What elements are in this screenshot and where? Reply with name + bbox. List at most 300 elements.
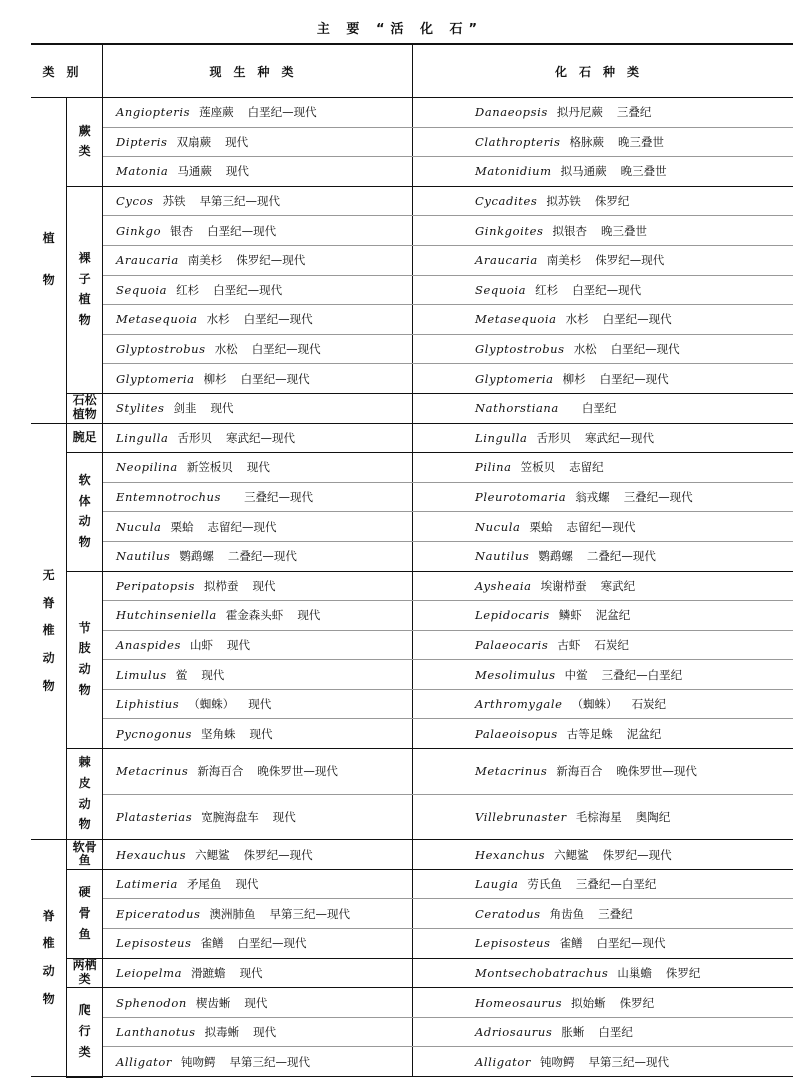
fossil-species-cell: [413, 988, 794, 1018]
table-row: [31, 393, 793, 423]
subgroup-label: 硬 骨 鱼: [78, 885, 91, 941]
living-species-cell: [103, 630, 413, 660]
living-species-cell: [103, 749, 413, 795]
subgroup-label: 爬 行 类: [78, 1003, 91, 1059]
table-row: [31, 453, 793, 483]
fossil-species-cell: [413, 689, 794, 719]
fossil-species-cell: [413, 216, 794, 246]
fossil-chinese-name: 毛棕海星: [575, 809, 622, 824]
fossil-chinese-name: 胀蜥: [561, 1025, 585, 1040]
subgroup-label: 裸 子 植 物: [78, 250, 91, 328]
group-cell: [31, 423, 67, 840]
living-latin-name: Limulus: [116, 667, 167, 682]
fossil-latin-name: Metacrinus: [475, 764, 548, 779]
group-label: 植 物: [42, 231, 55, 288]
living-species-cell: [103, 305, 413, 335]
fossil-chinese-name: 水松: [573, 342, 597, 357]
living-latin-name: Leiopelma: [116, 965, 183, 980]
fossil-chinese-name: 古虾: [557, 637, 581, 652]
fossil-latin-name: Palaeoisopus: [475, 726, 558, 741]
living-latin-name: Ginkgo: [116, 223, 162, 238]
fossil-chinese-name: 中鲎: [564, 667, 588, 682]
living-era: 侏罗纪—现代: [236, 253, 306, 268]
fossil-species-cell: [413, 899, 794, 929]
living-latin-name: Lepisosteus: [116, 936, 192, 951]
fossil-latin-name: Lingulla: [475, 430, 528, 445]
fossil-latin-name: Metasequoia: [475, 312, 557, 327]
header-living: 现生种类: [103, 44, 413, 98]
fossil-species-cell: [413, 482, 794, 512]
table-row: [31, 988, 793, 1018]
group-label: 无 脊 椎 动 物: [42, 567, 55, 694]
living-species-cell: [103, 98, 413, 128]
living-chinese-name: 楔齿蜥: [195, 995, 231, 1010]
fossil-era: 白垩纪—现代: [602, 312, 672, 327]
living-era: 白垩纪—现代: [207, 223, 277, 238]
fossil-latin-name: Pleurotomaria: [475, 490, 567, 505]
fossil-era: 侏罗纪: [619, 995, 655, 1010]
living-species-cell: [103, 899, 413, 929]
table-row: [31, 186, 793, 216]
table-row: [31, 571, 793, 601]
subgroup-label: 棘 皮 动 物: [78, 755, 91, 832]
living-chinese-name: 澳洲肺鱼: [209, 906, 256, 921]
living-latin-name: Anaspides: [116, 637, 181, 652]
living-species-cell: [103, 840, 413, 870]
living-latin-name: Pycnogonus: [116, 726, 193, 741]
fossil-species-cell: [413, 840, 794, 870]
living-chinese-name: 宽腕海盘车: [201, 809, 259, 824]
fossil-latin-name: Sequoia: [475, 282, 527, 297]
living-era: 现代: [252, 578, 276, 593]
living-era: 早第三纪—现代: [269, 906, 350, 921]
fossil-latin-name: Cycadites: [475, 194, 538, 209]
living-latin-name: Araucaria: [116, 253, 179, 268]
living-latin-name: Metasequoia: [116, 312, 198, 327]
fossil-era: 石炭纪: [594, 637, 629, 652]
table-row: [31, 749, 793, 795]
fossil-chinese-name: 柳杉: [562, 371, 586, 386]
fossil-era: 白垩纪: [598, 1025, 633, 1040]
fossil-chinese-name: 南美杉: [546, 253, 582, 268]
living-species-cell: [103, 423, 413, 453]
table-row: [31, 127, 793, 157]
fossil-species-cell: [413, 794, 794, 840]
living-species-cell: [103, 869, 413, 899]
fossil-chinese-name: 栗蛤: [529, 519, 553, 534]
table-row: [31, 364, 793, 394]
table-title: 主 要 “活 化 石”: [316, 22, 484, 37]
living-latin-name: Platasterias: [116, 809, 193, 824]
fossil-latin-name: Hexanchus: [475, 847, 546, 862]
table-body: [31, 98, 793, 1077]
living-era: 侏罗纪—现代: [243, 847, 313, 862]
subgroup-label: 软 体 动 物: [78, 472, 91, 550]
living-latin-name: Lingulla: [116, 430, 169, 445]
living-latin-name: Alligator: [116, 1054, 172, 1069]
fossil-chinese-name: 古等足蛛: [566, 726, 613, 741]
table-row: [31, 482, 793, 512]
living-species-cell: [103, 794, 413, 840]
living-species-cell: [103, 1017, 413, 1047]
fossil-species-cell: [413, 423, 794, 453]
subgroup-cell: [67, 869, 103, 958]
living-chinese-name: 新笠板贝: [186, 460, 233, 475]
living-chinese-name: 拟栉蚕: [204, 578, 239, 593]
fossil-species-cell: [413, 334, 794, 364]
fossil-era: 泥盆纪: [595, 608, 631, 623]
fossil-era: 三叠纪: [616, 105, 652, 120]
living-latin-name: Entemnotrochus: [116, 490, 222, 505]
subgroup-cell: [67, 186, 103, 393]
living-chinese-name: 矛尾鱼: [186, 877, 222, 892]
living-era: 现代: [253, 1025, 277, 1040]
living-latin-name: Nautilus: [116, 549, 171, 564]
living-chinese-name: （蜘蛛）: [188, 697, 235, 712]
fossil-era: 志留纪—现代: [566, 519, 636, 534]
fossil-latin-name: Arthromygale: [475, 697, 563, 712]
fossil-chinese-name: 山巢蟾: [617, 965, 652, 980]
subgroup-label: 节 肢 动 物: [78, 620, 91, 698]
fossil-latin-name: Adriosaurus: [475, 1025, 553, 1040]
living-species-cell: [103, 216, 413, 246]
living-chinese-name: 霍金森头虾: [225, 608, 284, 623]
table-row: [31, 689, 793, 719]
fossil-chinese-name: 雀鳝: [559, 936, 583, 951]
fossil-species-cell: [413, 245, 794, 275]
table-row: [31, 794, 793, 840]
living-latin-name: Neopilina: [116, 460, 178, 475]
fossil-chinese-name: 笠板贝: [520, 460, 556, 475]
subgroup-label: 石松 植物: [72, 393, 97, 422]
living-species-cell: [103, 512, 413, 542]
fossil-species-cell: [413, 958, 794, 988]
living-chinese-name: 柳杉: [203, 371, 227, 386]
living-chinese-name: 雀鳝: [200, 936, 224, 951]
living-species-cell: [103, 541, 413, 571]
fossil-chinese-name: 舌形贝: [536, 430, 572, 445]
living-chinese-name: 莲座蕨: [199, 105, 234, 120]
table-row: [31, 630, 793, 660]
fossil-era: 白垩纪—现代: [599, 371, 669, 386]
fossil-era: 志留纪: [569, 460, 604, 475]
living-era: 早第三纪—现代: [199, 194, 281, 209]
living-chinese-name: 鹦鹉螺: [179, 549, 214, 564]
fossil-era: 奥陶纪: [635, 809, 671, 824]
living-era: 志留纪—现代: [207, 519, 277, 534]
subgroup-label: 两栖 类: [72, 958, 97, 986]
living-era: 现代: [201, 667, 225, 682]
living-latin-name: Metacrinus: [116, 764, 189, 779]
fossil-species-cell: [413, 749, 794, 795]
living-species-cell: [103, 127, 413, 157]
subgroup-cell: [67, 840, 103, 870]
living-era: 白垩纪—现代: [251, 342, 321, 357]
fossil-chinese-name: 水杉: [565, 312, 589, 327]
living-latin-name: Matonia: [116, 164, 169, 179]
living-chinese-name: 拟毒蜥: [204, 1025, 240, 1040]
table-row: [31, 541, 793, 571]
table-row: [31, 157, 793, 187]
fossil-era: 寒武纪—现代: [585, 430, 655, 445]
fossil-species-cell: [413, 869, 794, 899]
fossil-species-cell: [413, 630, 794, 660]
fossil-chinese-name: 鹦鹉螺: [538, 549, 573, 564]
fossil-era: 侏罗纪—现代: [595, 253, 665, 268]
living-chinese-name: 水松: [214, 342, 238, 357]
living-latin-name: Lanthanotus: [116, 1025, 196, 1040]
fossil-era: 侏罗纪—现代: [602, 847, 672, 862]
table-row: [31, 512, 793, 542]
fossil-era: 白垩纪—现代: [596, 936, 666, 951]
fossil-latin-name: Pilina: [475, 460, 512, 475]
living-era: 现代: [249, 726, 273, 741]
living-era: 现代: [244, 995, 268, 1010]
subgroup-cell: [67, 393, 103, 423]
living-species-cell: [103, 364, 413, 394]
fossil-era: 晚三叠世: [601, 223, 648, 238]
header-row: [31, 44, 793, 98]
fossil-era: 白垩纪: [581, 401, 617, 416]
subgroup-cell: [67, 749, 103, 840]
living-latin-name: Dipteris: [116, 134, 168, 149]
fossil-chinese-name: 埃谢栉蚕: [540, 578, 587, 593]
living-chinese-name: 双扇蕨: [176, 134, 212, 149]
living-latin-name: Liphistius: [116, 697, 180, 712]
table-row: [31, 958, 793, 988]
fossil-era: 早第三纪—现代: [588, 1054, 669, 1069]
table-row: [31, 840, 793, 870]
living-era: 寒武纪—现代: [226, 430, 296, 445]
living-era: 白垩纪—现代: [247, 105, 317, 120]
subgroup-label: 腕足: [72, 430, 97, 445]
living-species-cell: [103, 988, 413, 1018]
subgroup-cell: [67, 958, 103, 988]
fossil-era: 晚三叠世: [620, 164, 667, 179]
fossil-era: 泥盆纪: [626, 726, 662, 741]
living-latin-name: Nucula: [116, 519, 162, 534]
subgroup-cell: [67, 423, 103, 453]
subgroup-label: 软骨 鱼: [72, 839, 97, 868]
living-chinese-name: 栗蛤: [170, 519, 194, 534]
fossil-era: 白垩纪—现代: [572, 282, 642, 297]
fossil-species-cell: [413, 305, 794, 335]
living-era: 三叠纪—现代: [244, 490, 314, 505]
fossil-species-cell: [413, 186, 794, 216]
header-fossil: 化石种类: [413, 44, 794, 98]
fossil-latin-name: Lepisosteus: [475, 936, 551, 951]
living-chinese-name: 水杉: [206, 312, 230, 327]
living-fossils-table: [31, 43, 793, 1078]
living-chinese-name: 苏铁: [162, 194, 186, 209]
living-chinese-name: 滑蹠蟾: [191, 965, 226, 980]
living-species-cell: [103, 719, 413, 749]
fossil-chinese-name: 拟苏铁: [546, 194, 581, 209]
living-era: 现代: [226, 637, 250, 652]
living-era: 现代: [225, 134, 249, 149]
fossil-species-cell: [413, 719, 794, 749]
living-species-cell: [103, 660, 413, 690]
table-row: [31, 660, 793, 690]
living-chinese-name: 马通蕨: [177, 164, 212, 179]
living-latin-name: Cycos: [116, 194, 154, 209]
fossil-latin-name: Aysheaia: [475, 578, 532, 593]
living-latin-name: Sphenodon: [116, 995, 187, 1010]
living-species-cell: [103, 186, 413, 216]
living-latin-name: Hexauchus: [116, 847, 187, 862]
fossil-chinese-name: 红杉: [535, 282, 559, 297]
living-latin-name: Glyptostrobus: [116, 342, 206, 357]
group-cell: [31, 840, 67, 1077]
living-era: 现代: [297, 608, 321, 623]
subgroup-label: 蕨 类: [78, 123, 91, 159]
living-latin-name: Hutchinseniella: [116, 608, 217, 623]
living-latin-name: Sequoia: [116, 282, 168, 297]
living-chinese-name: 六鳃鲨: [195, 847, 230, 862]
fossil-latin-name: Glyptostrobus: [475, 342, 565, 357]
fossil-species-cell: [413, 660, 794, 690]
fossil-species-cell: [413, 601, 794, 631]
fossil-chinese-name: 六鳃鲨: [554, 847, 589, 862]
fossil-era: 三叠纪: [598, 906, 633, 921]
living-era: 白垩纪—现代: [237, 936, 307, 951]
table-row: [31, 1017, 793, 1047]
subgroup-cell: [67, 988, 103, 1077]
living-species-cell: [103, 334, 413, 364]
living-chinese-name: 红杉: [176, 282, 200, 297]
fossil-species-cell: [413, 512, 794, 542]
fossil-latin-name: Palaeocaris: [475, 637, 549, 652]
fossil-latin-name: Nathorstiana: [475, 401, 559, 416]
living-era: 晚侏罗世—现代: [257, 764, 338, 779]
fossil-chinese-name: 新海百合: [556, 764, 603, 779]
living-latin-name: Angiopteris: [116, 105, 191, 120]
fossil-chinese-name: 格脉蕨: [569, 134, 604, 149]
table-row: [31, 275, 793, 305]
table-row: [31, 245, 793, 275]
living-latin-name: Stylites: [116, 401, 165, 416]
fossil-era: 晚侏罗世—现代: [616, 764, 697, 779]
fossil-latin-name: Glyptomeria: [475, 371, 554, 386]
fossil-chinese-name: （蜘蛛）: [571, 697, 618, 712]
living-species-cell: [103, 393, 413, 423]
table-row: [31, 216, 793, 246]
fossil-latin-name: Ceratodus: [475, 906, 541, 921]
table-row: [31, 601, 793, 631]
table-row: [31, 719, 793, 749]
living-species-cell: [103, 929, 413, 959]
living-species-cell: [103, 275, 413, 305]
fossil-era: 二叠纪—现代: [586, 549, 656, 564]
fossil-species-cell: [413, 541, 794, 571]
group-label: 脊 椎 动 物: [42, 908, 55, 1006]
living-era: 现代: [225, 164, 249, 179]
fossil-species-cell: [413, 157, 794, 187]
fossil-chinese-name: 劳氏鱼: [527, 877, 562, 892]
fossil-latin-name: Nautilus: [475, 549, 530, 564]
fossil-latin-name: Nucula: [475, 519, 521, 534]
table-row: [31, 423, 793, 453]
fossil-chinese-name: 拟银杏: [552, 223, 588, 238]
table-row: [31, 869, 793, 899]
fossil-species-cell: [413, 1047, 794, 1077]
living-chinese-name: 舌形贝: [177, 430, 213, 445]
living-species-cell: [103, 453, 413, 483]
fossil-era: 白垩纪—现代: [610, 342, 680, 357]
table-row: [31, 929, 793, 959]
header-category: 类别: [31, 44, 103, 98]
living-era: 现代: [248, 697, 272, 712]
living-era: 白垩纪—现代: [240, 371, 310, 386]
living-latin-name: Latimeria: [116, 877, 178, 892]
table-row: [31, 305, 793, 335]
living-chinese-name: 剑韭: [173, 401, 197, 416]
living-era: 现代: [210, 401, 234, 416]
living-era: 现代: [235, 877, 259, 892]
living-species-cell: [103, 157, 413, 187]
fossil-era: 三叠纪—现代: [623, 490, 693, 505]
fossil-latin-name: Alligator: [475, 1054, 531, 1069]
living-era: 白垩纪—现代: [243, 312, 313, 327]
living-chinese-name: 坚角蛛: [201, 726, 236, 741]
fossil-species-cell: [413, 98, 794, 128]
fossil-species-cell: [413, 364, 794, 394]
living-era: 二叠纪—现代: [227, 549, 297, 564]
fossil-latin-name: Homeosaurus: [475, 995, 563, 1010]
living-chinese-name: 山虾: [189, 637, 213, 652]
living-era: 现代: [246, 460, 270, 475]
living-chinese-name: 南美杉: [187, 253, 223, 268]
fossil-latin-name: Araucaria: [475, 253, 538, 268]
living-era: 现代: [272, 809, 296, 824]
fossil-species-cell: [413, 571, 794, 601]
living-chinese-name: 鲎: [175, 667, 188, 682]
fossil-species-cell: [413, 127, 794, 157]
fossil-species-cell: [413, 929, 794, 959]
fossil-latin-name: Montsechobatrachus: [475, 965, 609, 980]
subgroup-cell: [67, 453, 103, 571]
fossil-chinese-name: 鳞虾: [558, 608, 582, 623]
living-species-cell: [103, 245, 413, 275]
fossil-chinese-name: 角齿鱼: [549, 906, 585, 921]
fossil-chinese-name: 拟始蜥: [571, 995, 606, 1010]
fossil-era: 三叠纪—白垩纪: [601, 667, 683, 682]
fossil-latin-name: Danaeopsis: [475, 105, 548, 120]
living-species-cell: [103, 482, 413, 512]
living-latin-name: Epiceratodus: [116, 906, 201, 921]
fossil-latin-name: Laugia: [475, 877, 519, 892]
fossil-species-cell: [413, 1017, 794, 1047]
table-row: [31, 1047, 793, 1077]
fossil-latin-name: Matonidium: [475, 164, 552, 179]
fossil-chinese-name: 拟马通蕨: [560, 164, 607, 179]
fossil-era: 侏罗纪: [665, 965, 701, 980]
fossil-era: 三叠纪—白垩纪: [575, 877, 657, 892]
fossil-species-cell: [413, 275, 794, 305]
living-latin-name: Peripatopsis: [116, 578, 196, 593]
subgroup-cell: [67, 571, 103, 749]
fossil-era: 石炭纪: [631, 697, 667, 712]
table-row: [31, 899, 793, 929]
living-era: 现代: [239, 965, 263, 980]
living-chinese-name: 银杏: [170, 223, 194, 238]
living-species-cell: [103, 601, 413, 631]
fossil-chinese-name: 钝吻鳄: [540, 1054, 575, 1069]
fossil-species-cell: [413, 453, 794, 483]
subgroup-cell: [67, 98, 103, 187]
fossil-chinese-name: 拟丹尼蕨: [556, 105, 603, 120]
fossil-era: 寒武纪: [600, 578, 636, 593]
